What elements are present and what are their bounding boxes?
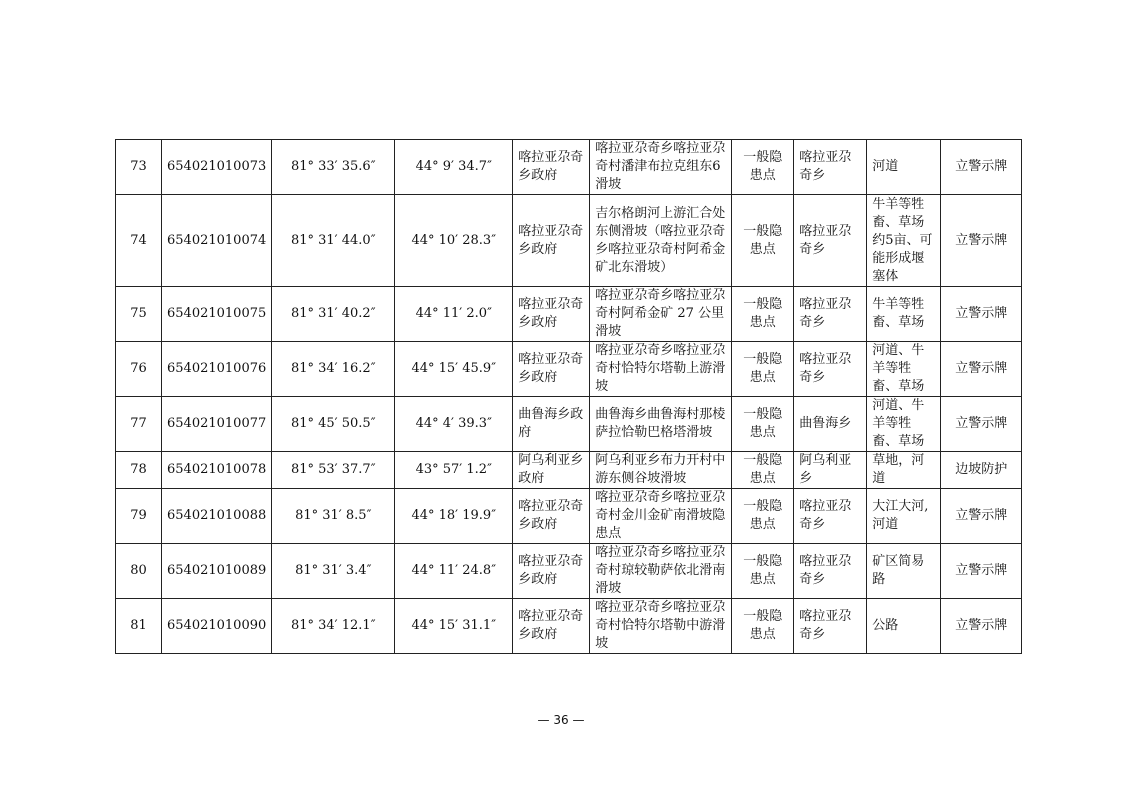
hazard-location-cell: 曲鲁海乡曲鲁海村那棱萨拉恰勒巴格塔滑坡 (590, 397, 732, 452)
hazard-code-cell: 654021010075 (162, 287, 272, 342)
latitude-cell: 44° 18′ 19.9″ (395, 489, 513, 544)
township-cell: 喀拉亚尕奇乡 (794, 195, 867, 287)
table-row (116, 489, 1022, 544)
hazard-location-cell: 喀拉亚尕奇乡喀拉亚尕奇村恰特尔塔勒上游滑坡 (590, 342, 732, 397)
table-row (116, 195, 1022, 287)
prevention-measure-cell: 立警示牌 (941, 599, 1022, 654)
hazard-code-cell: 654021010088 (162, 489, 272, 544)
table-row (116, 544, 1022, 599)
row-number-cell: 73 (116, 140, 162, 195)
longitude-cell: 81° 31′ 8.5″ (272, 489, 395, 544)
hazard-level-cell: 一般隐患点 (732, 544, 794, 599)
prevention-measure-cell: 立警示牌 (941, 342, 1022, 397)
hazard-location-cell: 喀拉亚尕奇乡喀拉亚尕奇村阿希金矿 27 公里滑坡 (590, 287, 732, 342)
township-cell: 喀拉亚尕奇乡 (794, 544, 867, 599)
prevention-measure-cell: 立警示牌 (941, 287, 1022, 342)
prevention-measure-cell: 立警示牌 (941, 489, 1022, 544)
row-number-cell: 79 (116, 489, 162, 544)
hazard-code-cell: 654021010077 (162, 397, 272, 452)
prevention-measure-cell: 立警示牌 (941, 140, 1022, 195)
table-body (116, 140, 1022, 654)
threat-target-cell: 河道 (867, 140, 941, 195)
longitude-cell: 81° 34′ 16.2″ (272, 342, 395, 397)
hazard-level-cell: 一般隐患点 (732, 140, 794, 195)
hazard-location-cell: 喀拉亚尕奇乡喀拉亚尕奇村金川金矿南滑坡隐患点 (590, 489, 732, 544)
hazard-location-cell: 喀拉亚尕奇乡喀拉亚尕奇村恰特尔塔勒中游滑坡 (590, 599, 732, 654)
table-row (116, 287, 1022, 342)
responsible-government-cell: 喀拉亚尕奇乡政府 (513, 287, 590, 342)
table-row (116, 599, 1022, 654)
latitude-cell: 44° 15′ 31.1″ (395, 599, 513, 654)
hazard-level-cell: 一般隐患点 (732, 489, 794, 544)
responsible-government-cell: 阿乌利亚乡政府 (513, 452, 590, 489)
latitude-cell: 44° 9′ 34.7″ (395, 140, 513, 195)
latitude-cell: 44° 15′ 45.9″ (395, 342, 513, 397)
township-cell: 喀拉亚尕奇乡 (794, 287, 867, 342)
responsible-government-cell: 曲鲁海乡政府 (513, 397, 590, 452)
table-row (116, 140, 1022, 195)
row-number-cell: 80 (116, 544, 162, 599)
prevention-measure-cell: 立警示牌 (941, 544, 1022, 599)
threat-target-cell: 草地，河道 (867, 452, 941, 489)
row-number-cell: 74 (116, 195, 162, 287)
latitude-cell: 44° 11′ 24.8″ (395, 544, 513, 599)
threat-target-cell: 公路 (867, 599, 941, 654)
latitude-cell: 43° 57′ 1.2″ (395, 452, 513, 489)
hazard-points-table (115, 139, 1022, 654)
longitude-cell: 81° 45′ 50.5″ (272, 397, 395, 452)
responsible-government-cell: 喀拉亚尕奇乡政府 (513, 544, 590, 599)
hazard-location-cell: 喀拉亚尕奇乡喀拉亚尕奇村潘津布拉克组东6滑坡 (590, 140, 732, 195)
row-number-cell: 76 (116, 342, 162, 397)
table-row (116, 397, 1022, 452)
hazard-level-cell: 一般隐患点 (732, 599, 794, 654)
longitude-cell: 81° 34′ 12.1″ (272, 599, 395, 654)
township-cell: 喀拉亚尕奇乡 (794, 599, 867, 654)
threat-target-cell: 牛羊等牲畜、草场约5亩、可能形成堰塞体 (867, 195, 941, 287)
table-row (116, 452, 1022, 489)
hazard-code-cell: 654021010089 (162, 544, 272, 599)
responsible-government-cell: 喀拉亚尕奇乡政府 (513, 599, 590, 654)
hazard-code-cell: 654021010090 (162, 599, 272, 654)
responsible-government-cell: 喀拉亚尕奇乡政府 (513, 489, 590, 544)
table-row (116, 342, 1022, 397)
hazard-level-cell: 一般隐患点 (732, 287, 794, 342)
hazard-level-cell: 一般隐患点 (732, 452, 794, 489)
threat-target-cell: 大江大河,河道 (867, 489, 941, 544)
hazard-location-cell: 喀拉亚尕奇乡喀拉亚尕奇村琼较勒萨依北滑南滑坡 (590, 544, 732, 599)
threat-target-cell: 牛羊等牲畜、草场 (867, 287, 941, 342)
hazard-location-cell: 阿乌利亚乡布力开村中游东侧谷坡滑坡 (590, 452, 732, 489)
hazard-code-cell: 654021010073 (162, 140, 272, 195)
prevention-measure-cell: 边坡防护 (941, 452, 1022, 489)
longitude-cell: 81° 33′ 35.6″ (272, 140, 395, 195)
township-cell: 阿乌利亚乡 (794, 452, 867, 489)
threat-target-cell: 矿区简易路 (867, 544, 941, 599)
responsible-government-cell: 喀拉亚尕奇乡政府 (513, 195, 590, 287)
longitude-cell: 81° 31′ 3.4″ (272, 544, 395, 599)
responsible-government-cell: 喀拉亚尕奇乡政府 (513, 140, 590, 195)
hazard-location-cell: 吉尔格朗河上游汇合处东侧滑坡（喀拉亚尕奇乡喀拉亚尕奇村阿希金矿北东滑坡） (590, 195, 732, 287)
township-cell: 喀拉亚尕奇乡 (794, 489, 867, 544)
longitude-cell: 81° 53′ 37.7″ (272, 452, 395, 489)
hazard-code-cell: 654021010076 (162, 342, 272, 397)
latitude-cell: 44° 10′ 28.3″ (395, 195, 513, 287)
hazard-level-cell: 一般隐患点 (732, 397, 794, 452)
township-cell: 喀拉亚尕奇乡 (794, 342, 867, 397)
hazard-level-cell: 一般隐患点 (732, 342, 794, 397)
threat-target-cell: 河道、牛羊等牲畜、草场 (867, 342, 941, 397)
township-cell: 喀拉亚尕奇乡 (794, 140, 867, 195)
hazard-code-cell: 654021010078 (162, 452, 272, 489)
longitude-cell: 81° 31′ 44.0″ (272, 195, 395, 287)
row-number-cell: 77 (116, 397, 162, 452)
latitude-cell: 44° 4′ 39.3″ (395, 397, 513, 452)
responsible-government-cell: 喀拉亚尕奇乡政府 (513, 342, 590, 397)
row-number-cell: 75 (116, 287, 162, 342)
hazard-level-cell: 一般隐患点 (732, 195, 794, 287)
latitude-cell: 44° 11′ 2.0″ (395, 287, 513, 342)
prevention-measure-cell: 立警示牌 (941, 195, 1022, 287)
longitude-cell: 81° 31′ 40.2″ (272, 287, 395, 342)
row-number-cell: 78 (116, 452, 162, 489)
row-number-cell: 81 (116, 599, 162, 654)
hazard-code-cell: 654021010074 (162, 195, 272, 287)
township-cell: 曲鲁海乡 (794, 397, 867, 452)
prevention-measure-cell: 立警示牌 (941, 397, 1022, 452)
threat-target-cell: 河道、牛羊等牲畜、草场 (867, 397, 941, 452)
page-number: — 36 — (537, 713, 585, 727)
